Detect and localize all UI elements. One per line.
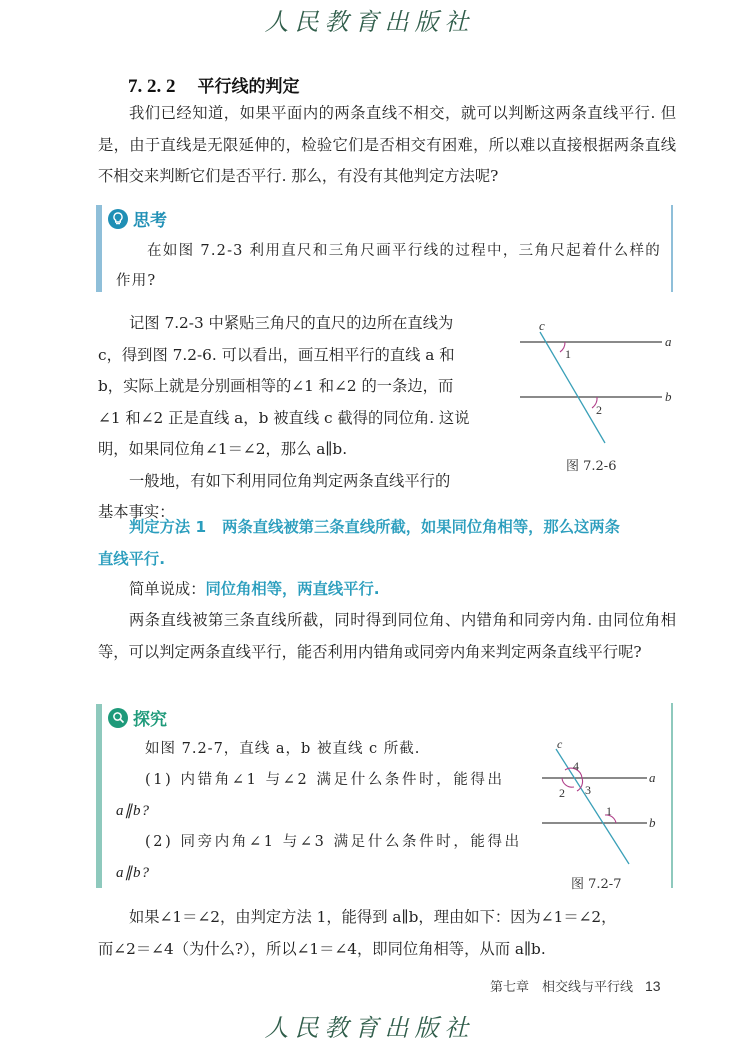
figure-7-2-7-caption: 图 7.2-7 [571, 877, 622, 892]
explore-box-bar [96, 704, 102, 888]
explore-box-title: 探究 [133, 710, 167, 730]
intro-paragraph: 我们已经知道，如果平面内的两条直线不相交，就可以判断这两条直线平行. 但是，由于直线是无限延伸的，检验它们是否相交有困难，所以难以直接根据两条直线不相交来判断它们是否平行. 那么，有没有其他判定方法呢? [98, 104, 676, 185]
think-box-text: 在如图 7.2-3 利用直尺和三角尺画平行线的过程中，三角尺起着什么样的作用? [116, 243, 661, 289]
svg-text:b: b [649, 815, 656, 830]
explore-box-text [116, 734, 526, 889]
rule-1 [98, 512, 676, 575]
para2-line-5: 明，如果同位角∠1＝∠2，那么 a∥b. [98, 440, 348, 458]
question-paragraph: 两条直线被第三条直线所截，同时得到同位角、内错角和同旁内角. 由同位角相等，可以判定两条直线平行，能否利用内错角或同旁内角来判定两条直线平行呢? [98, 611, 676, 661]
think-box-right-border [671, 205, 673, 292]
explore-box-header [108, 705, 167, 730]
para2-line-4: ∠1 和∠2 正是直线 a，b 被直线 c 截得的同位角. 这说 [98, 408, 470, 427]
publisher-logo-bottom: 人民教育出版社 [264, 1014, 475, 1042]
conclusion-paragraph [98, 902, 688, 965]
explore-box-right-border [671, 703, 673, 888]
explore-intro: 如图 7.2-7，直线 a，b 被直线 c 所截. [145, 741, 421, 757]
section-title-text: 平行线的判定 [197, 77, 300, 97]
short-form [98, 574, 676, 606]
lightbulb-head-icon [108, 209, 128, 229]
svg-text:2: 2 [559, 786, 565, 800]
svg-text:1: 1 [565, 347, 571, 361]
short-form-prefix: 简单说成： [129, 580, 206, 598]
chapter-title: 第七章 相交线与平行线 [490, 980, 634, 995]
page-footer [490, 976, 661, 995]
svg-text:a: a [665, 334, 672, 349]
section-number: 7. 2. 2 [128, 76, 176, 97]
short-form-text: 同位角相等，两直线平行. [205, 580, 380, 598]
svg-text:1: 1 [606, 804, 612, 818]
svg-text:a: a [649, 770, 656, 785]
para3-line-1: 一般地，有如下利用同位角判定两条直线平行的 [129, 471, 451, 490]
magnifier-icon [108, 708, 128, 728]
explore-q1-line-1: (1) 内错角∠1 与∠2 满足什么条件时，能得出 [145, 772, 505, 788]
para2-line-2: c，得到图 7.2-6. 可以看出，画互相平行的直线 a 和 [98, 345, 455, 364]
figure-7-2-6 [510, 318, 685, 463]
explore-q1-line-2: a∥b? [116, 803, 150, 819]
svg-text:c: c [557, 740, 563, 751]
section-title [128, 72, 300, 98]
explore-q2-line-1: (2) 同旁内角∠1 与∠3 满足什么条件时，能得出 [145, 834, 522, 850]
figure-explanation-paragraph [98, 308, 508, 529]
think-box-header [108, 206, 167, 231]
svg-text:b: b [665, 389, 672, 404]
explore-q2-line-2: a∥b? [116, 865, 150, 881]
figure-7-2-7 [535, 740, 670, 870]
page-number: 13 [645, 978, 661, 994]
para2-line-3: b，实际上就是分别画相等的∠1 和∠2 的一条边，而 [98, 377, 454, 395]
rule-1-label: 判定方法 1 [129, 518, 207, 536]
para2-line-1: 记图 7.2-3 中紧贴三角尺的直尺的边所在直线为 [129, 314, 454, 332]
svg-text:3: 3 [585, 783, 591, 797]
svg-text:4: 4 [573, 759, 579, 773]
rule-1-text-line-1: 两条直线被第三条直线所截，如果同位角相等，那么这两条 [222, 518, 620, 536]
svg-text:2: 2 [596, 403, 602, 417]
conclusion-line-2: 而∠2＝∠4（为什么?），所以∠1＝∠4，即同位角相等，从而 a∥b. [98, 939, 546, 958]
conclusion-line-1: 如果∠1＝∠2，由判定方法 1，能得到 a∥b，理由如下：因为∠1＝∠2， [129, 908, 617, 926]
figure-7-2-6-caption: 图 7.2-6 [566, 459, 617, 474]
svg-text:c: c [539, 318, 545, 333]
para3-line-2: 基本事实： [98, 503, 175, 521]
rule-1-text-line-2: 直线平行. [98, 549, 165, 568]
think-box-title: 思考 [133, 211, 167, 231]
think-box-bar [96, 205, 102, 292]
publisher-logo-top: 人民教育出版社 [264, 8, 475, 36]
